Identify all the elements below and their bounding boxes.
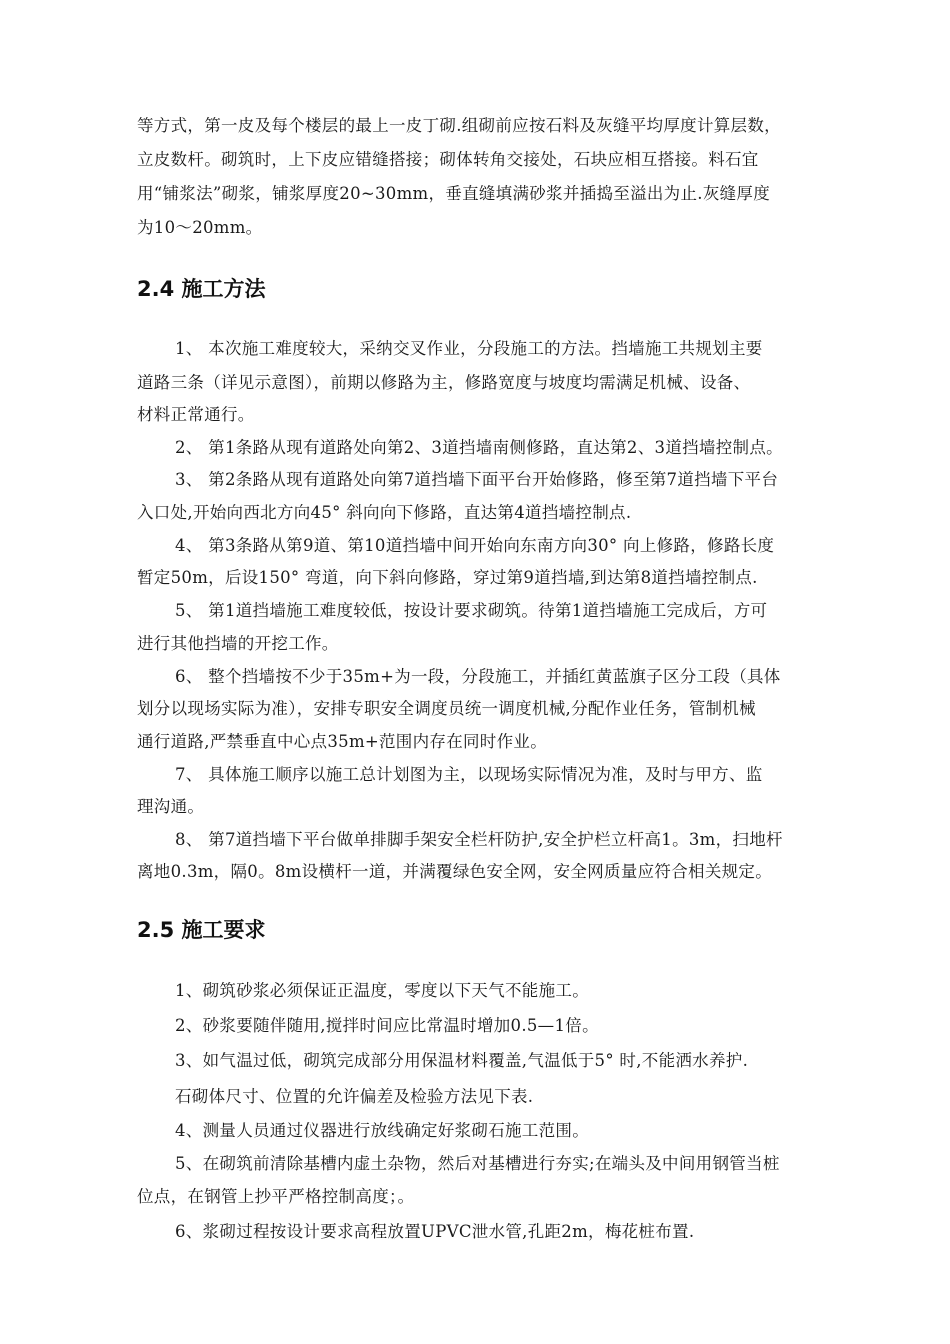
- intro-line: 立皮数杆。砌筑时，上下皮应错缝搭接；砌体转角交接处，石块应相互搭接。料石宜: [137, 150, 759, 169]
- paragraph-line: 1、砌筑砂浆必须保证正温度，零度以下天气不能施工。: [175, 981, 589, 1000]
- paragraph-line: 道路三条（详见示意图），前期以修路为主，修路宽度与坡度均需满足机械、设备、: [137, 373, 751, 392]
- paragraph-line: 离地0.3m，隔0。8m设横杆一道，并满覆绿色安全网，安全网质量应符合相关规定。: [137, 862, 773, 881]
- paragraph-line: 5、 第1道挡墙施工难度较低，按设计要求砌筑。待第1道挡墙施工完成后，方可: [175, 601, 768, 620]
- paragraph-line: 6、浆砌过程按设计要求高程放置UPVC泄水管,孔距2m，梅花桩布置.: [175, 1222, 695, 1241]
- paragraph-line: 划分以现场实际为准），安排专职安全调度员统一调度机械,分配作业任务，管制机械: [137, 699, 756, 718]
- paragraph-line: 暂定50m，后设150° 弯道，向下斜向修路，穿过第9道挡墙,到达第8道挡墙控制点.: [137, 568, 758, 587]
- intro-line: 等方式，第一皮及每个楼层的最上一皮丁砌.组砌前应按石料及灰缝平均厚度计算层数，: [137, 116, 781, 135]
- paragraph-line: 理沟通。: [137, 797, 205, 816]
- intro-line: 用“铺浆法”砌浆，铺浆厚度20~30mm，垂直缝填满砂浆并插捣至溢出为止.灰缝厚度: [137, 184, 771, 203]
- paragraph-line: 2、 第1条路从现有道路处向第2、3道挡墙南侧修路，直达第2、3道挡墙控制点。: [175, 438, 783, 457]
- paragraph-line: 入口处,开始向西北方向45° 斜向向下修路，直达第4道挡墙控制点.: [137, 503, 632, 522]
- paragraph-line: 4、 第3条路从第9道、第10道挡墙中间开始向东南方向30° 向上修路，修路长度: [175, 536, 775, 555]
- paragraph-line: 进行其他挡墙的开挖工作。: [137, 634, 339, 653]
- paragraph-line: 通行道路,严禁垂直中心点35m+范围内存在同时作业。: [137, 732, 548, 751]
- section-heading-2-5: 2.5 施工要求: [137, 918, 266, 942]
- paragraph-line: 3、 第2条路从现有道路处向第7道挡墙下面平台开始修路，修至第7道挡墙下平台: [175, 470, 779, 489]
- paragraph-line: 材料正常通行。: [137, 405, 255, 424]
- paragraph-line: 石砌体尺寸、位置的允许偏差及检验方法见下表.: [175, 1087, 534, 1106]
- paragraph-line: 1、 本次施工难度较大，采纳交叉作业，分段施工的方法。挡墙施工共规划主要: [175, 339, 763, 358]
- paragraph-line: 3、如气温过低，砌筑完成部分用保温材料覆盖,气温低于5° 时,不能洒水养护.: [175, 1051, 749, 1070]
- section-heading-2-4: 2.4 施工方法: [137, 277, 266, 301]
- paragraph-line: 7、 具体施工顺序以施工总计划图为主，以现场实际情况为准，及时与甲方、监: [175, 765, 763, 784]
- paragraph-line: 位点，在钢管上抄平严格控制高度；。: [137, 1187, 415, 1206]
- paragraph-line: 6、 整个挡墙按不少于35m+为一段，分段施工，并插红黄蓝旗子区分工段（具体: [175, 667, 781, 686]
- intro-line: 为10～20mm。: [137, 218, 263, 237]
- paragraph-line: 2、砂浆要随伴随用,搅拌时间应比常温时增加0.5—1倍。: [175, 1016, 599, 1035]
- paragraph-line: 8、 第7道挡墙下平台做单排脚手架安全栏杆防护,安全护栏立杆高1。3m，扫地杆: [175, 830, 783, 849]
- paragraph-line: 4、测量人员通过仪器进行放线确定好浆砌石施工范围。: [175, 1121, 589, 1140]
- paragraph-line: 5、在砌筑前清除基槽内虚土杂物，然后对基槽进行夯实;在端头及中间用钢管当桩: [175, 1154, 780, 1173]
